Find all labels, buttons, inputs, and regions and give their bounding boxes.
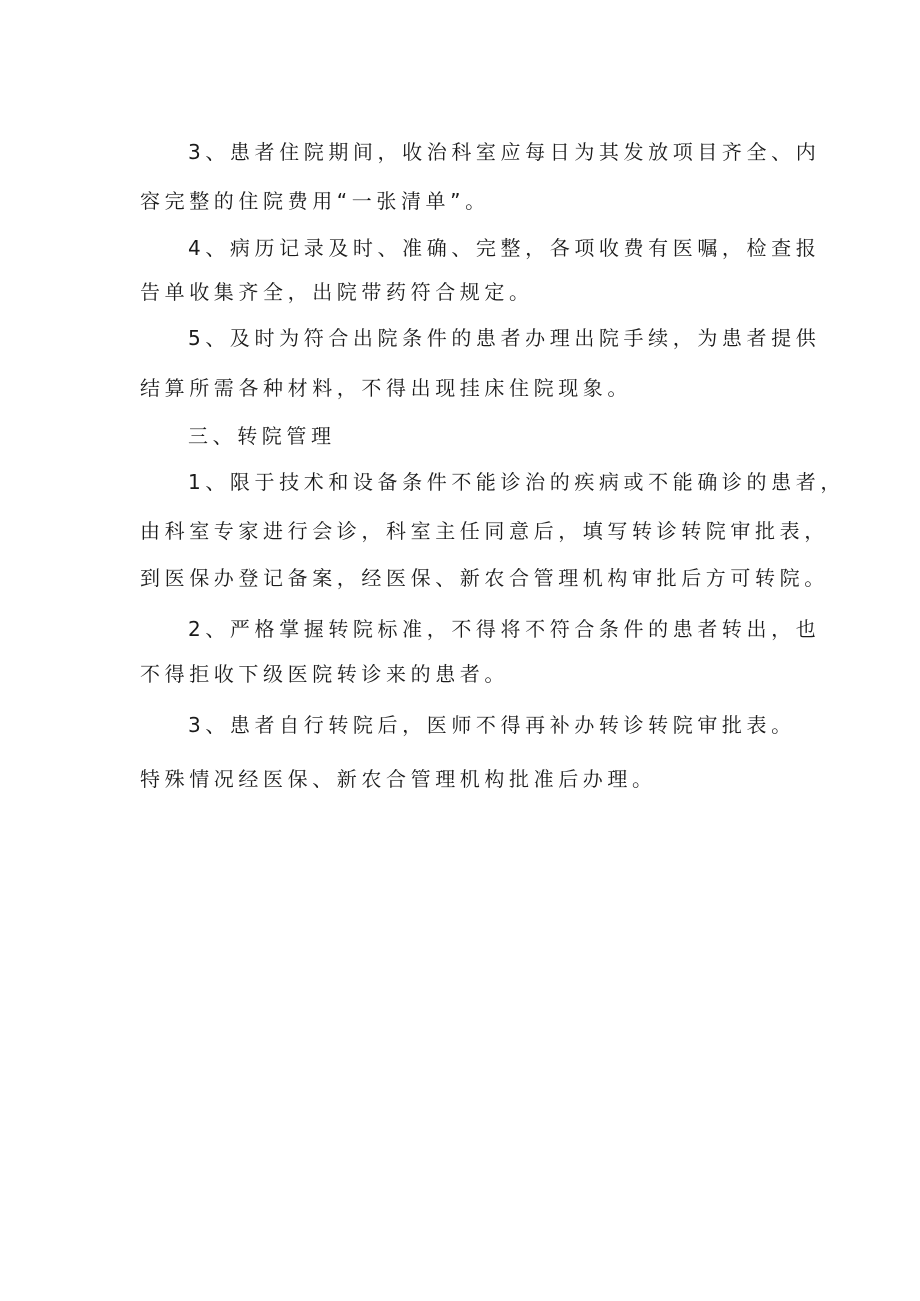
paragraph-line: 结算所需各种材料，不得出现挂床住院现象。 [140, 376, 632, 400]
paragraph-line: 由科室专家进行会诊，科室主任同意后，填写转诊转院审批表， [140, 519, 829, 543]
paragraph-line: 4、病历记录及时、准确、完整，各项收费有医嘱，检查报 [188, 236, 821, 260]
paragraph-line: 2、严格掌握转院标准，不得将不符合条件的患者转出，也 [188, 617, 821, 641]
paragraph-line: 3、患者住院期间，收治科室应每日为其发放项目齐全、内 [188, 140, 821, 164]
paragraph-line: 5、及时为符合出院条件的患者办理出院手续，为患者提供 [188, 326, 821, 350]
section-heading: 三、转院管理 [188, 424, 336, 448]
paragraph-line: 3、患者自行转院后，医师不得再补办转诊转院审批表。 [188, 713, 796, 737]
paragraph-line: 1、限于技术和设备条件不能诊治的疾病或不能确诊的患者， [188, 470, 845, 494]
paragraph-line: 特殊情况经医保、新农合管理机构批准后办理。 [140, 767, 657, 791]
paragraph-line: 不得拒收下级医院转诊来的患者。 [140, 662, 509, 686]
paragraph-line: 告单收集齐全，出院带药符合规定。 [140, 280, 534, 304]
paragraph-line: 容完整的住院费用“一张清单”。 [140, 189, 490, 213]
paragraph-line: 到医保办登记备案，经医保、新农合管理机构审批后方可转院。 [140, 566, 829, 590]
